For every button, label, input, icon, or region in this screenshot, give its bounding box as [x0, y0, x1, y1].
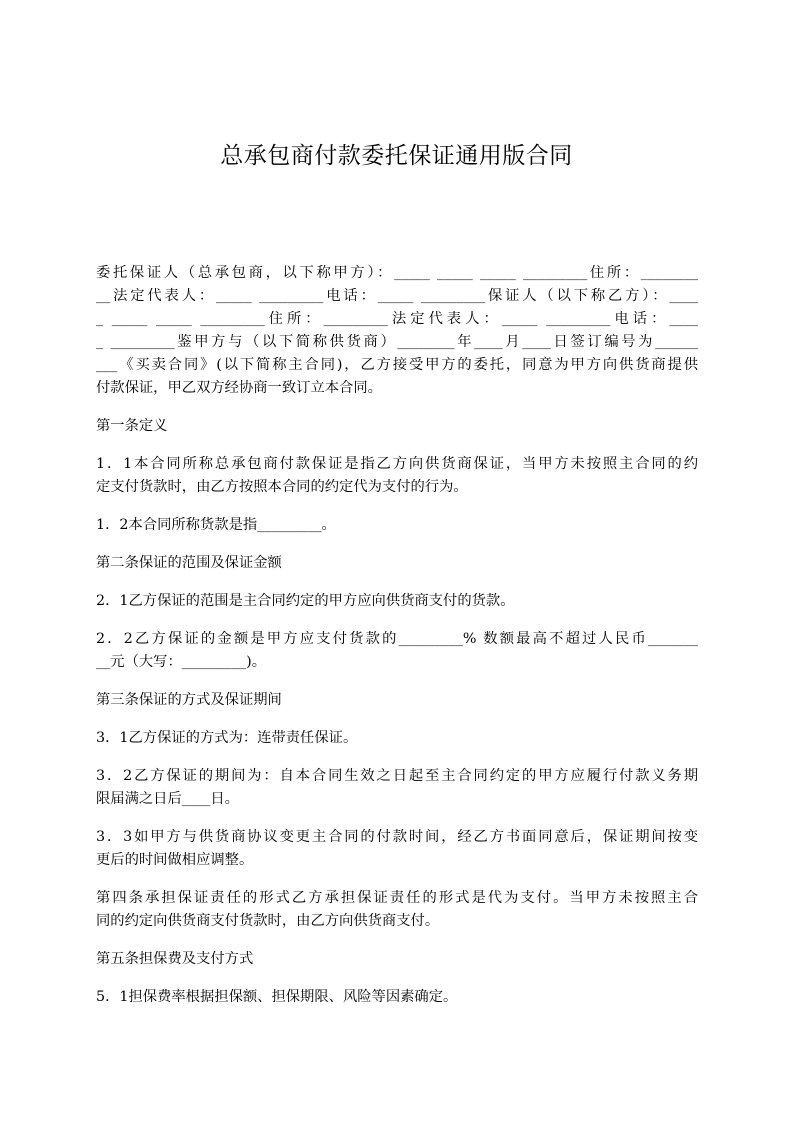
clause-line: 2．2乙方保证的金额是甲方应支付货款的_________% 数额最高不超过人民币_______	[96, 631, 698, 647]
section-5-heading: 第五条担保费及支付方式	[96, 951, 254, 967]
clause-line: 第四条承担保证责任的形式乙方承担保证责任的形式是代为支付。当甲方未按照主合	[96, 890, 698, 906]
clause-line: 1．1本合同所称总承包商付款保证是指乙方向供货商保证，当甲方未按照主合同的约	[96, 456, 698, 472]
clause-line: 同的约定向供货商支付货款时，由乙方向供货商支付。	[96, 913, 440, 929]
clause-3-2	[96, 765, 698, 811]
intro-paragraph	[96, 262, 698, 400]
clause-line: 5．1担保费率根据担保额、担保期限、风险等因素确定。	[96, 989, 458, 1005]
document-title: 总承包商付款委托保证通用版合同	[220, 143, 573, 169]
clause-2-2	[96, 628, 698, 674]
intro-line: _ _____ _____ _________住所：_________法定代表人：_____ _________电话：____	[96, 311, 698, 327]
section-4-paragraph	[96, 887, 698, 933]
intro-line: 委托保证人（总承包商，以下称甲方）：_____ _____ _____ _________住所：________	[96, 265, 698, 281]
section-1-heading: 第一条定义	[96, 418, 168, 434]
clause-3-3	[96, 826, 698, 872]
intro-line: _ _________鉴甲方与（以下简称供货商）________年____月____日签订编号为______	[96, 334, 698, 350]
intro-line: ___《买卖合同》(以下简称主合同)，乙方接受甲方的委托，同意为甲方向供货商提供	[96, 357, 698, 373]
clause-line: 限届满之日后____日。	[96, 791, 239, 807]
clause-1-2	[96, 514, 698, 537]
intro-line: 付款保证，甲乙双方经协商一致订立本合同。	[96, 380, 382, 396]
clause-5-1	[96, 986, 698, 1009]
clause-line: 3．3如甲方与供货商协议变更主合同的付款时间，经乙方书面同意后，保证期间按变	[96, 829, 698, 845]
clause-line: 3．2乙方保证的期间为：自本合同生效之日起至主合同约定的甲方应履行付款义务期	[96, 768, 698, 784]
document-body	[96, 262, 698, 1009]
clause-line: 3．1乙方保证的方式为：连带责任保证。	[96, 730, 358, 746]
clause-line: __元（大写：_________)。	[96, 654, 266, 670]
clause-line: 更后的时间做相应调整。	[96, 852, 254, 868]
section-2-heading: 第二条保证的范围及保证金额	[96, 555, 282, 571]
section-3-heading: 第三条保证的方式及保证期间	[96, 692, 282, 708]
clause-2-1	[96, 590, 698, 613]
intro-line: __法定代表人：_____ _________电话：_____ _________保证人（以下称乙方）：____	[96, 288, 698, 304]
clause-line: 2．1乙方保证的范围是主合同约定的甲方应向供货商支付的货款。	[96, 593, 515, 609]
clause-line: 定支付货款时，由乙方按照本合同的约定代为支付的行为。	[96, 479, 468, 495]
clause-3-1	[96, 727, 698, 750]
clause-line: 1．2本合同所称货款是指_________。	[96, 517, 336, 533]
clause-1-1	[96, 453, 698, 499]
